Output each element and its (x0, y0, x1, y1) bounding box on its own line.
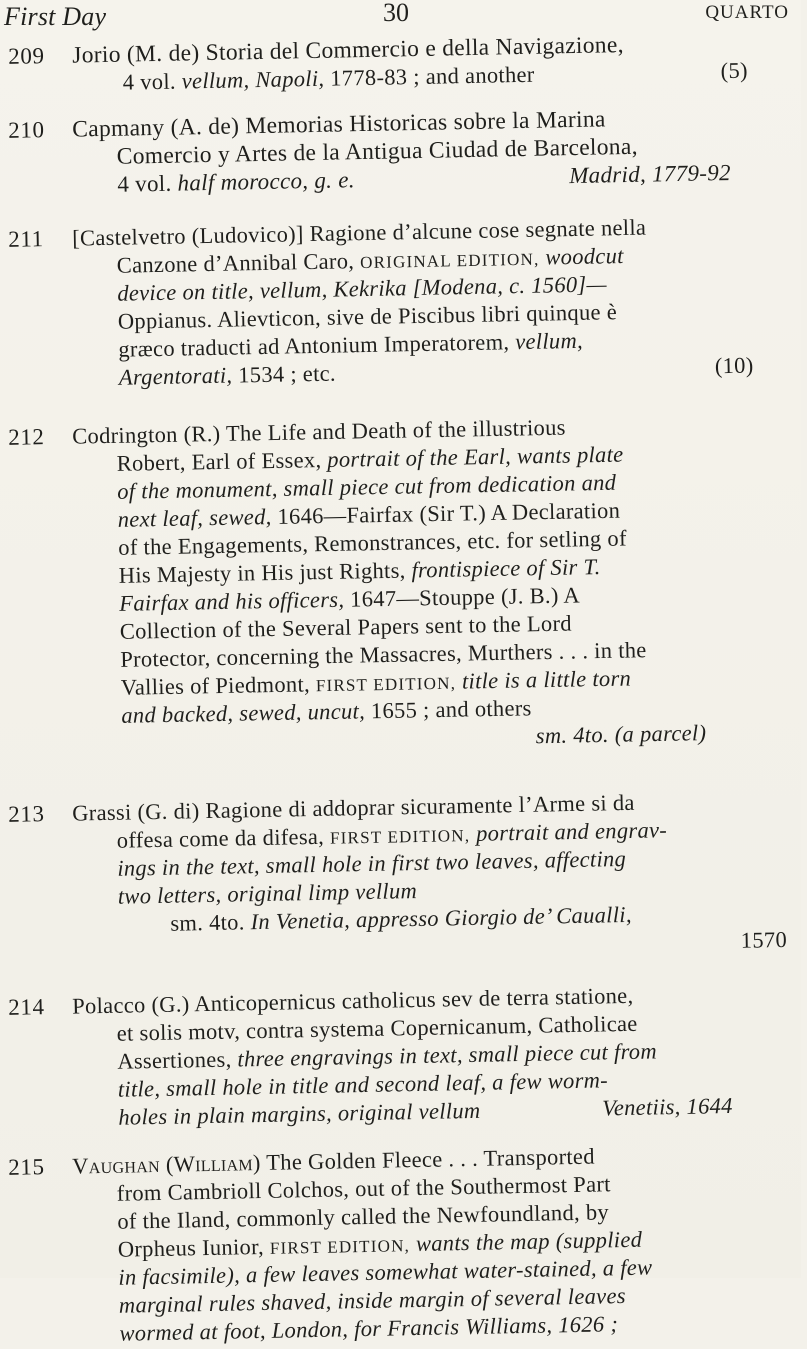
entry-line: title, small hole in title and second leaf, a few worm- (117, 1067, 609, 1102)
entry-line: Orpheus Iunior, FIRST EDITION, wants the map (supplied (117, 1226, 643, 1262)
entry-line: two letters, original limp vellum (117, 878, 418, 909)
entry-imprint: Madrid, 1779-92 (568, 159, 732, 189)
entry-line: et solis motv, contra systema Copernicanum, Catholicae (116, 1010, 638, 1046)
entry-line: [Castelvetro (Ludovico)] Ragione d’alcune cose segnate nella (71, 214, 647, 251)
entry-line: Vallies of Piedmont, FIRST EDITION, title is a little torn (120, 665, 632, 700)
entry-line: offesa come da difesa, FIRST EDITION, portrait and engrav- (116, 817, 668, 853)
entry-line: Protector, concerning the Massacres, Murthers . . . in the (120, 637, 647, 672)
page-header (0, 2, 801, 36)
entry-line: His Majesty in His just Rights, frontispiece of Sir T. (118, 554, 601, 588)
lot-entry-215 (0, 1140, 801, 1346)
lot-entry-211 (0, 212, 801, 390)
entry-line: of the Iland, commonly called the Newfoundland, by (117, 1199, 610, 1234)
entry-line: 4 vol. half morocco, g. e. (117, 167, 356, 197)
entry-format: sm. 4to. (a parcel) (535, 720, 707, 749)
entry-line: græco traducti ad Antonium Imperatorem, vellum, (118, 327, 584, 362)
lot-number: 209 (7, 43, 45, 69)
entry-line: in facsimile), a few leaves somewhat water-stained, a few (118, 1254, 653, 1290)
entry-line: Collection of the Several Papers sent to the Lord (119, 610, 573, 644)
entry-line: ings in the text, small hole in first two leaves, affecting (117, 845, 627, 881)
entry-date: 1570 (740, 926, 788, 953)
entry-line: 4 vol. vellum, Napoli, 1778-83 ; and another (122, 61, 535, 95)
entry-line: Robert, Earl of Essex, portrait of the Earl, wants plate (116, 441, 624, 476)
entry-line: Comercio y Artes de la Antigua Ciudad de Barcelona, (116, 133, 638, 170)
entry-line: and backed, sewed, uncut, 1655 ; and others (121, 695, 532, 728)
entry-line: Vaughan (William) The Golden Fleece . . . Transported (71, 1143, 595, 1179)
entry-line: Assertiones, three engravings in text, small piece cut from (117, 1038, 658, 1074)
lot-entry-213 (0, 787, 801, 953)
entry-line: Fairfax and his officers, 1647—Stouppe (J. B.) A (119, 582, 581, 616)
lot-number: 211 (7, 226, 44, 252)
entry-imprint: Venetiis, 1644 (602, 1092, 733, 1121)
lot-quantity: (10) (714, 352, 754, 379)
running-head-day: First Day (4, 2, 107, 31)
lot-entry-214 (0, 980, 801, 1130)
lot-entry-210 (0, 103, 801, 197)
page-number: 30 (383, 0, 409, 27)
entry-line: holes in plain margins, original vellum (118, 1097, 481, 1130)
entry-line: of the Engagements, Remonstrances, etc. for setling of (118, 525, 627, 560)
entry-line: from Cambrioll Colchos, out of the Southermost Part (116, 1171, 611, 1206)
entry-line: Codrington (R.) The Life and Death of the illustrious (71, 414, 566, 449)
entry-line: next leaf, sewed, 1646—Fairfax (Sir T.) A Declaration (117, 497, 621, 532)
lot-number: 214 (7, 994, 45, 1020)
lot-number: 215 (7, 1154, 45, 1180)
entry-line: Oppianus. Alievticon, sive de Piscibus libri quinque è (117, 299, 618, 334)
entry-line: Canzone d’Annibal Caro, ORIGINAL EDITION, woodcut (116, 243, 624, 278)
lot-entry-212 (0, 410, 801, 749)
entry-line: wormed at foot, London, for Francis Williams, 1626 ; (119, 1311, 619, 1346)
entry-line: of the monument, small piece cut from dedication and (117, 469, 617, 504)
entry-line: Argentorati, 1534 ; etc. (118, 360, 337, 390)
entry-line: Capmany (A. de) Memorias Historicas sobre la Marina (71, 106, 606, 143)
lot-number: 213 (7, 801, 45, 827)
entry-line: Grassi (G. di) Ragione di addoprar sicuramente l’Arme si da (71, 789, 635, 826)
entry-line: Jorio (M. de) Storia del Commercio e della Navigazione, (71, 32, 625, 69)
lot-quantity: (5) (720, 57, 749, 84)
running-head-format: QUARTO (705, 2, 789, 23)
entry-line: Polacco (G.) Anticopernicus catholicus sev de terra statione, (71, 982, 634, 1019)
lot-number: 210 (7, 117, 45, 143)
entry-line: sm. 4to. In Venetia, appresso Giorgio de’ Caualli, (170, 901, 632, 936)
entry-line: marginal rules shaved, inside margin of several leaves (118, 1283, 627, 1318)
lot-number: 212 (7, 424, 45, 450)
entry-line: device on title, vellum, Kekrika [Modena, c. 1560]— (117, 271, 607, 306)
